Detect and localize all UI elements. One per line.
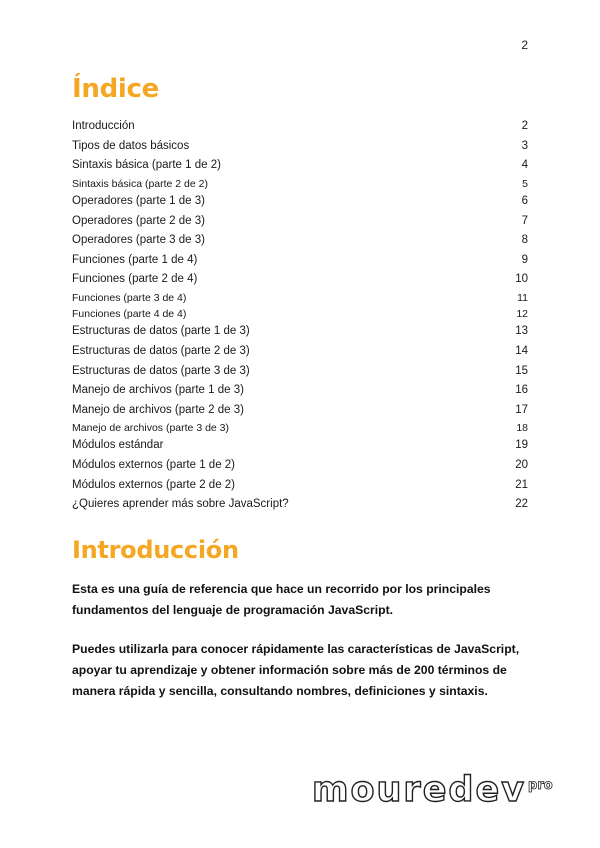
toc-item-label: Funciones (parte 4 de 4) — [72, 308, 187, 321]
toc-item[interactable] — [72, 137, 528, 157]
toc-item[interactable] — [72, 251, 528, 271]
toc-item-page: 16 — [515, 384, 528, 397]
table-of-contents — [72, 117, 528, 515]
toc-item[interactable] — [72, 342, 528, 362]
toc-item[interactable] — [72, 290, 528, 306]
toc-item-label: Tipos de datos básicos — [72, 139, 190, 152]
logo-pro-badge: pro — [528, 778, 553, 793]
toc-item-page: 13 — [515, 325, 528, 338]
toc-item-label: Manejo de archivos (parte 3 de 3) — [72, 422, 230, 435]
toc-item-page: 15 — [515, 364, 528, 377]
toc-item-page: 17 — [515, 403, 528, 416]
toc-item-label: Estructuras de datos (parte 3 de 3) — [72, 364, 250, 377]
toc-item[interactable] — [72, 156, 528, 176]
toc-item[interactable] — [72, 212, 528, 232]
toc-item[interactable] — [72, 306, 528, 322]
toc-item[interactable] — [72, 362, 528, 382]
toc-item-label: Módulos estándar — [72, 439, 164, 452]
toc-item[interactable] — [72, 401, 528, 421]
toc-item-page: 19 — [515, 439, 528, 452]
intro-paragraph: Esta es una guía de referencia que hace un recorrido por los principales fundamentos del lenguaje de programación JavaScript. — [72, 582, 491, 617]
toc-item-label: Funciones (parte 1 de 4) — [72, 253, 198, 266]
toc-item-label: Sintaxis básica (parte 2 de 2) — [72, 177, 208, 190]
toc-item-page: 22 — [515, 498, 528, 511]
toc-item[interactable] — [72, 381, 528, 401]
toc-item-page: 6 — [521, 194, 528, 207]
toc-item-page: 20 — [515, 459, 528, 472]
toc-item[interactable] — [72, 192, 528, 212]
toc-item[interactable] — [72, 231, 528, 251]
toc-item-page: 9 — [521, 253, 528, 266]
toc-item-label: Funciones (parte 3 de 4) — [72, 291, 187, 304]
intro-body — [72, 579, 532, 720]
toc-item-page: 3 — [521, 139, 528, 152]
toc-item-page: 21 — [515, 478, 528, 491]
toc-item-page: 10 — [515, 273, 528, 286]
toc-item[interactable] — [72, 270, 528, 290]
toc-item-label: Manejo de archivos (parte 1 de 3) — [72, 384, 244, 397]
toc-item-label: Módulos externos (parte 2 de 2) — [72, 478, 236, 491]
logo-text: mouredev — [312, 770, 527, 810]
toc-item-label: ¿Quieres aprender más sobre JavaScript? — [72, 498, 289, 511]
toc-item-label: Operadores (parte 2 de 3) — [72, 214, 205, 227]
toc-item[interactable] — [72, 176, 528, 192]
toc-item-page: 18 — [516, 422, 528, 435]
toc-item-page: 7 — [521, 214, 528, 227]
toc-item[interactable] — [72, 420, 528, 436]
intro-title: Introducción — [72, 536, 239, 564]
toc-item-label: Sintaxis básica (parte 1 de 2) — [72, 159, 221, 172]
intro-paragraph: Puedes utilizarla para conocer rápidamente las características de JavaScript, apoyar tu aprendizaje y obtener información sobre más de 200 términos de manera rápida y sencilla, consultando nombres, definiciones y sintaxis. — [72, 642, 520, 698]
toc-item-label: Operadores (parte 3 de 3) — [72, 234, 205, 247]
toc-item-page: 5 — [522, 177, 528, 190]
page-number: 2 — [521, 38, 528, 52]
toc-item[interactable] — [72, 495, 528, 515]
toc-title: Índice — [72, 74, 159, 104]
toc-item-page: 4 — [521, 159, 528, 172]
toc-item-label: Operadores (parte 1 de 3) — [72, 194, 205, 207]
toc-item-label: Módulos externos (parte 1 de 2) — [72, 459, 236, 472]
toc-item-page: 8 — [521, 234, 528, 247]
toc-item-page: 12 — [516, 308, 528, 321]
toc-item-page: 11 — [517, 291, 528, 304]
toc-item-page: 14 — [515, 344, 528, 357]
toc-item[interactable] — [72, 436, 528, 456]
toc-item-label: Estructuras de datos (parte 2 de 3) — [72, 344, 250, 357]
toc-item-page: 2 — [521, 120, 528, 132]
toc-item[interactable] — [72, 456, 528, 476]
toc-item-label: Introducción — [72, 120, 135, 132]
toc-item-label: Funciones (parte 2 de 4) — [72, 273, 198, 286]
toc-item[interactable] — [72, 476, 528, 496]
toc-item-label: Estructuras de datos (parte 1 de 3) — [72, 325, 250, 338]
toc-item-label: Manejo de archivos (parte 2 de 3) — [72, 403, 244, 416]
mouredev-logo — [312, 770, 553, 810]
toc-item[interactable] — [72, 117, 528, 137]
toc-item[interactable] — [72, 322, 528, 342]
